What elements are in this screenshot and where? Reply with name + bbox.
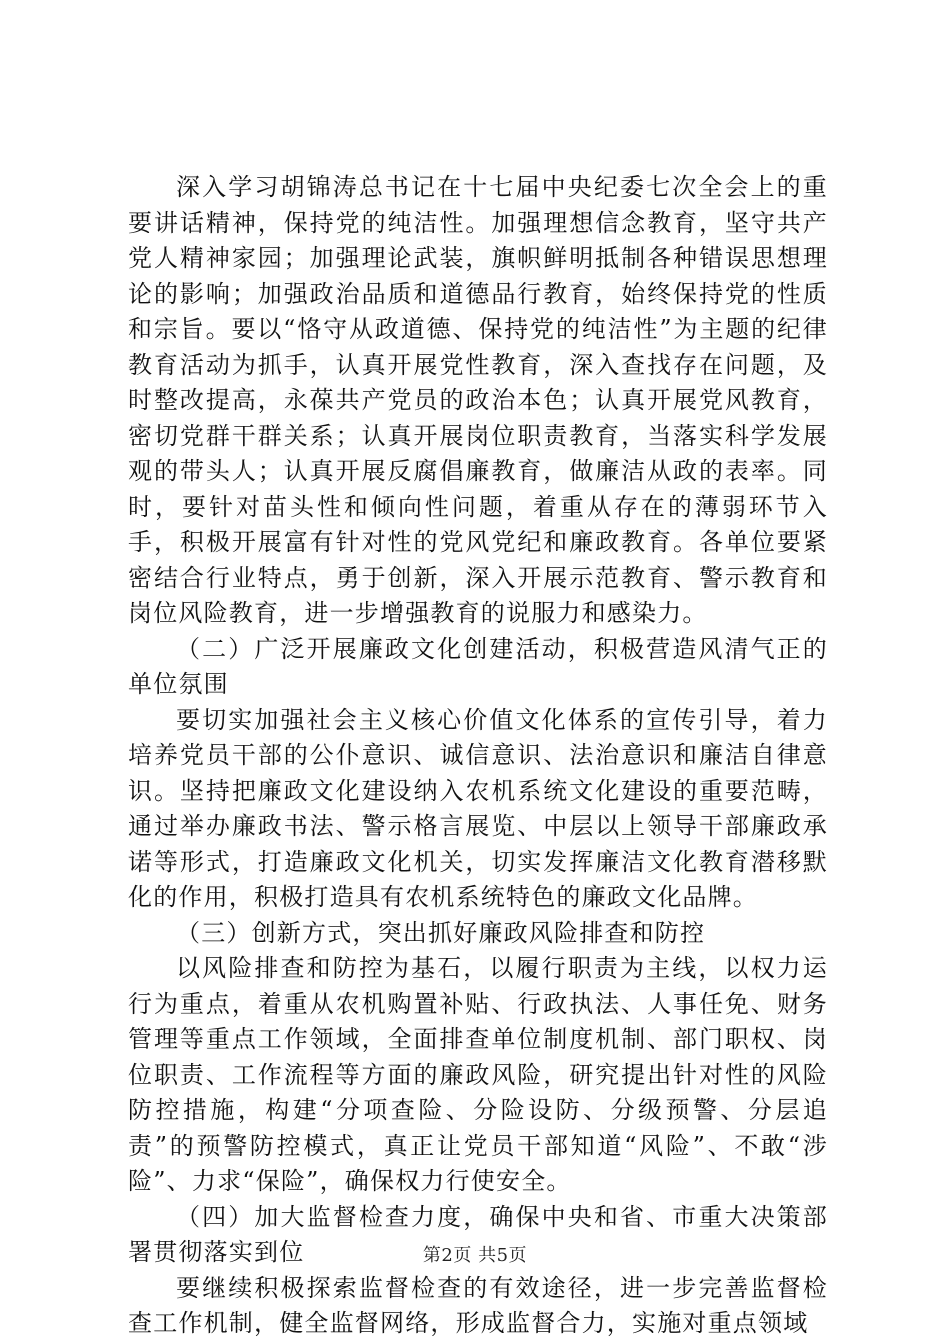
document-body <box>128 170 828 1342</box>
paragraph-1: 深入学习胡锦涛总书记在十七届中央纪委七次全会上的重要讲话精神，保持党的纯洁性。加强理想信念教育，坚守共产党人精神家园；加强理论武装，旗帜鲜明抵制各种错误思想理论的影响；加强政治品质和道德品行教育，始终保持党的性质和宗旨。要以“恪守从政道德、保持党的纯洁性”为主题的纪律教育活动为抓手，认真开展党性教育，深入查找存在问题，及时整改提高，永葆共产党员的政治本色；认真开展党风教育，密切党群干群关系；认真开展岗位职责教育，当落实科学发展观的带头人；认真开展反腐倡廉教育，做廉洁从政的表率。同时，要针对苗头性和倾向性问题，着重从存在的薄弱环节入手，积极开展富有针对性的党风党纪和廉政教育。各单位要紧密结合行业特点，勇于创新，深入开展示范教育、警示教育和岗位风险教育，进一步增强教育的说服力和感染力。 <box>128 173 828 627</box>
paragraph-2: 要切实加强社会主义核心价值文化体系的宣传引导，着力培养党员干部的公仆意识、诚信意识、法治意识和廉洁自律意识。坚持把廉政文化建设纳入农机系统文化建设的重要范畴，通过举办廉政书法、警示格言展览、中层以上领导干部廉政承诺等形式，打造廉政文化机关，切实发挥廉洁文化教育潜移默化的作用，积极打造具有农机系统特色的廉政文化品牌。 <box>128 705 828 911</box>
section-heading-2: （二）广泛开展廉政文化创建活动，积极营造风清气正的单位氛围 <box>128 634 828 698</box>
section-heading-4: （四）加大监督检查力度，确保中央和省、市重大决策部署贯彻落实到位 <box>128 1202 828 1266</box>
page-number-footer: 第2页 共5页 <box>422 1245 528 1266</box>
section-heading-3: （三）创新方式，突出抓好廉政风险排查和防控 <box>176 918 706 947</box>
paragraph-4: 要继续积极探索监督检查的有效途径，进一步完善监督检查工作机制，健全监督网络，形成监督合力，实施对重点领域 <box>128 1273 828 1337</box>
paragraph-3: 以风险排查和防控为基石，以履行职责为主线，以权力运行为重点，着重从农机购置补贴、行政执法、人事任免、财务管理等重点工作领域，全面排查单位制度机制、部门职权、岗位职责、工作流程等方面的廉政风险，研究提出针对性的风险防控措施，构建“分项查险、分险设防、分级预警、分层追责”的预警防控模式，真正让党员干部知道“风险”、不敢“涉险”、力求“保险”，确保权力行使安全。 <box>128 954 828 1195</box>
